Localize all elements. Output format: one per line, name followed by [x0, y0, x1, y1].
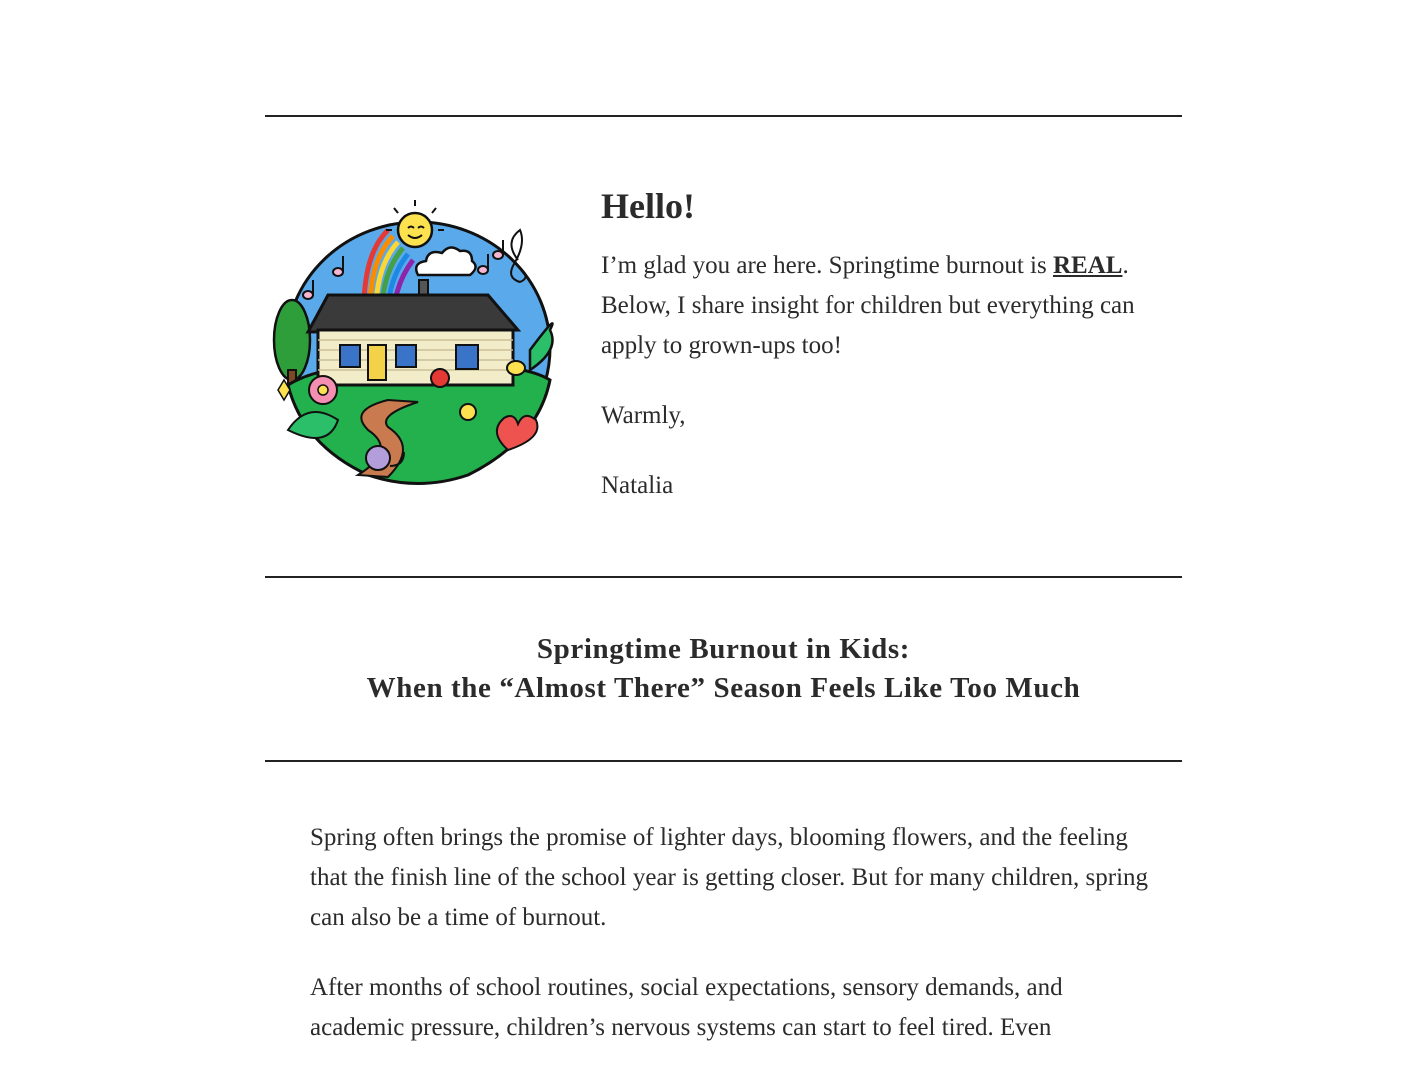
article-paragraph: After months of school routines, social expectations, sensory demands, and academic pressure, children’s nervous systems can start to feel tired. Even	[310, 974, 1063, 1041]
article-title-line2: When the “Almost There” Season Feels Like Too Much	[366, 672, 1081, 704]
real-emphasis: REAL	[1052, 252, 1123, 279]
greeting-block	[601, 186, 1141, 506]
divider-bottom	[265, 760, 1182, 762]
intro-text-end: . Below, I share insight for children but everything can apply to grown-ups too!	[601, 252, 1135, 359]
article-title	[265, 630, 1182, 708]
divider-middle	[265, 576, 1182, 578]
article-body	[310, 818, 1150, 1078]
greeting-heading: Hello!	[601, 186, 695, 226]
greeting-intro	[601, 246, 1141, 366]
divider-top	[265, 115, 1182, 117]
article-title-line1: Springtime Burnout in Kids:	[536, 633, 911, 665]
closing-text: Warmly,	[601, 402, 686, 429]
house-garden-illustration	[268, 200, 568, 492]
article-paragraph: Spring often brings the promise of lighter days, blooming flowers, and the feeling that the finish line of the school year is getting closer. But for many children, spring can also be a time of burnout.	[310, 824, 1149, 931]
signature: Natalia	[601, 472, 674, 499]
intro-text-start: I’m glad you are here. Springtime burnout is	[601, 252, 1053, 279]
